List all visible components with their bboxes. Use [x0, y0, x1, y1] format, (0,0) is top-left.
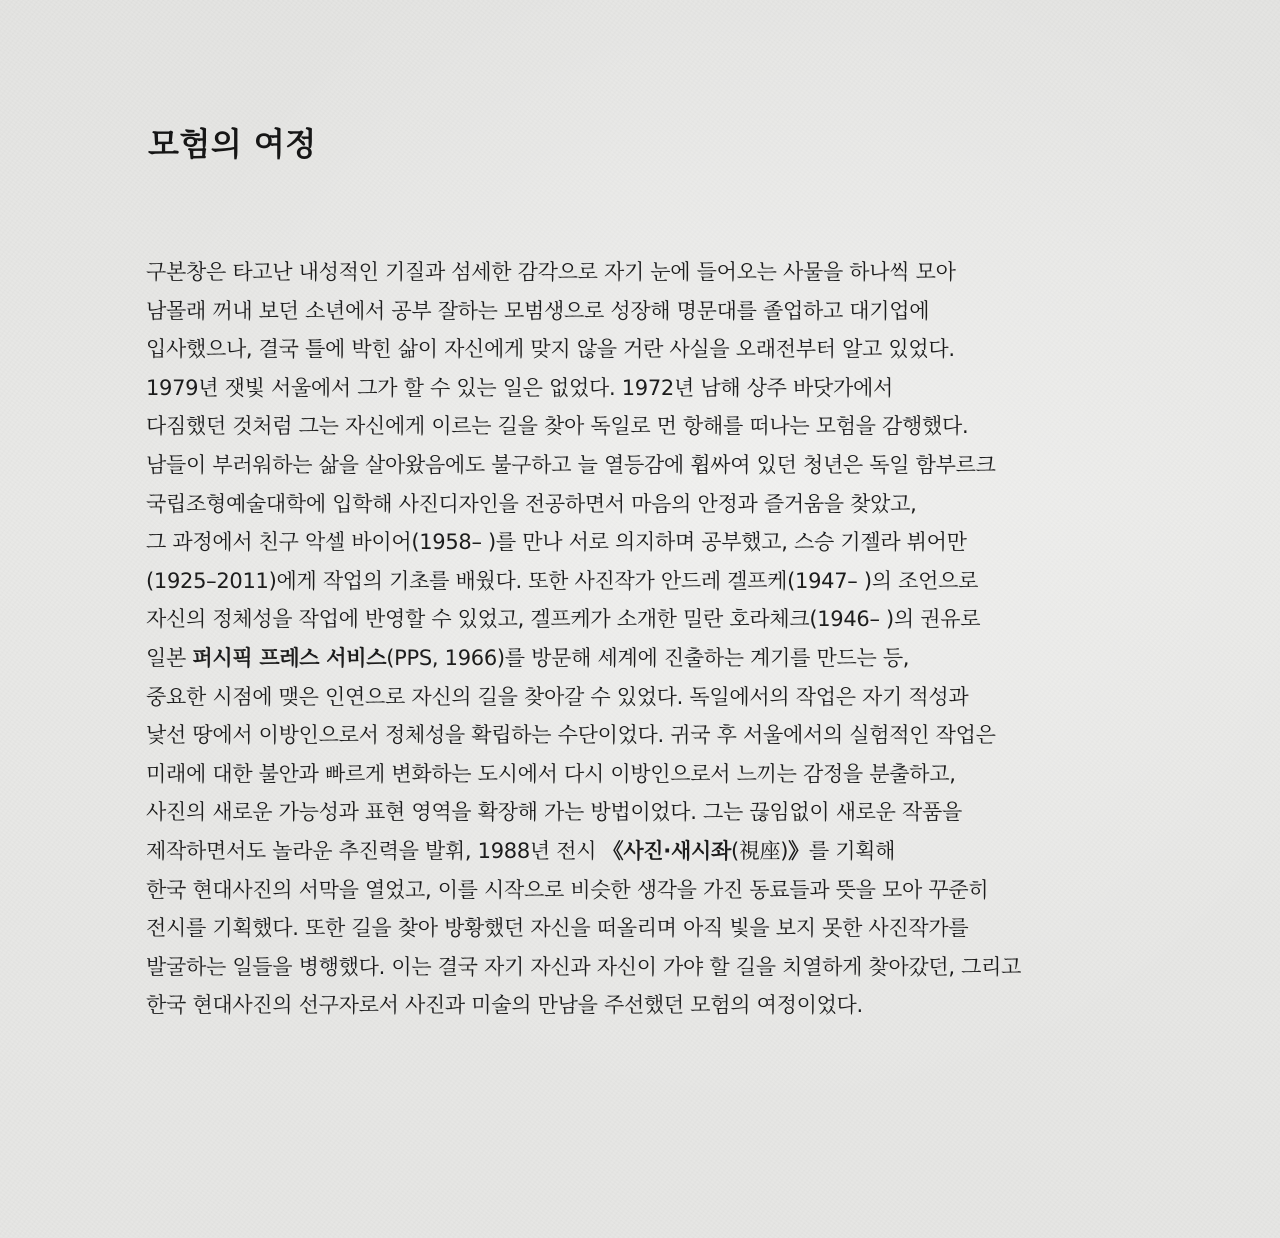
text-line	[146, 639, 1246, 678]
text-run: 그 과정에서 친구 악셀 바이어(1958– )를 만나 서로 의지하며 공부했고, 스승 기젤라 뷔어만	[146, 530, 967, 555]
text-run: 자신의 정체성을 작업에 반영할 수 있었고, 겔프케가 소개한 밀란 호라체크(1946– )의 권유로	[146, 607, 981, 632]
text-line	[146, 407, 1246, 446]
text-run: (PPS, 1966)를 방문해 세계에 진출하는 계기를 만드는 등,	[386, 645, 910, 670]
exhibition-title-hanja: (視座)	[730, 838, 789, 863]
text-run: (1925–2011)에게 작업의 기초를 배웠다. 또한 사진작가 안드레 겔프케(1947– )의 조언으로	[146, 568, 979, 593]
page-title: 모험의 여정	[148, 125, 317, 163]
company-name-bold: 퍼시픽 프레스 서비스	[192, 645, 387, 670]
text-run: 남들이 부러워하는 삶을 살아왔음에도 불구하고 늘 열등감에 휩싸여 있던 청년은 독일 함부르크	[146, 452, 996, 477]
text-run: 국립조형예술대학에 입학해 사진디자인을 전공하면서 마음의 안정과 즐거움을 찾았고,	[146, 491, 917, 516]
text-run: 미래에 대한 불안과 빠르게 변화하는 도시에서 다시 이방인으로서 느끼는 감정을 분출하고,	[146, 761, 956, 786]
exhibition-title-bold: 《사진·새시좌	[602, 838, 731, 863]
text-line	[146, 523, 1246, 562]
text-line	[146, 755, 1246, 794]
text-run: 구본창은 타고난 내성적인 기질과 섬세한 감각으로 자기 눈에 들어오는 사물을 하나씩 모아	[146, 260, 956, 284]
text-run: 1979년 잿빛 서울에서 그가 할 수 있는 일은 없었다. 1972년 남해 상주 바닷가에서	[146, 375, 893, 400]
text-line	[146, 600, 1246, 639]
text-line	[146, 909, 1246, 948]
text-run: 중요한 시점에 맺은 인연으로 자신의 길을 찾아갈 수 있었다. 독일에서의 작업은 자기 적성과	[146, 684, 969, 709]
text-line	[146, 562, 1246, 601]
body-text	[146, 253, 1246, 1025]
text-run: 한국 현대사진의 선구자로서 사진과 미술의 만남을 주선했던 모험의 여정이었다.	[146, 993, 863, 1018]
text-line	[146, 871, 1246, 910]
text-line	[146, 330, 1246, 369]
text-run: 다짐했던 것처럼 그는 자신에게 이르는 길을 찾아 독일로 먼 항해를 떠나는 모험을 감행했다.	[146, 414, 969, 439]
text-line	[146, 369, 1246, 408]
text-run: 입사했으나, 결국 틀에 박힌 삶이 자신에게 맞지 않을 거란 사실을 오래전부터 알고 있었다.	[146, 337, 955, 362]
text-run: 제작하면서도 놀라운 추진력을 발휘, 1988년 전시	[146, 838, 603, 863]
text-run: 한국 현대사진의 서막을 열었고, 이를 시작으로 비슷한 생각을 가진 동료들과 뜻을 모아 꾸준히	[146, 877, 989, 902]
text-line	[146, 716, 1246, 755]
text-line	[146, 986, 1246, 1025]
text-line	[146, 948, 1246, 987]
text-line	[146, 292, 1246, 331]
text-run: 일본	[146, 645, 193, 670]
text-run: 발굴하는 일들을 병행했다. 이는 결국 자기 자신과 자신이 가야 할 길을 치열하게 찾아갔던, 그리고	[146, 954, 1022, 979]
text-line	[146, 253, 1246, 292]
text-run: 남몰래 꺼내 보던 소년에서 공부 잘하는 모범생으로 성장해 명문대를 졸업하고 대기업에	[146, 298, 930, 323]
exhibition-title-bracket: 》	[788, 838, 809, 863]
text-line	[146, 793, 1246, 832]
text-run: 를 기획해	[808, 838, 896, 863]
text-run: 전시를 기획했다. 또한 길을 찾아 방황했던 자신을 떠올리며 아직 빛을 보지 못한 사진작가를	[146, 916, 969, 941]
text-run: 사진의 새로운 가능성과 표현 영역을 확장해 가는 방법이었다. 그는 끊임없이 새로운 작품을	[146, 800, 962, 825]
text-line	[146, 485, 1246, 524]
text-line	[146, 832, 1246, 871]
text-line	[146, 678, 1246, 717]
text-line	[146, 446, 1246, 485]
text-run: 낯선 땅에서 이방인으로서 정체성을 확립하는 수단이었다. 귀국 후 서울에서의 실험적인 작업은	[146, 723, 996, 748]
